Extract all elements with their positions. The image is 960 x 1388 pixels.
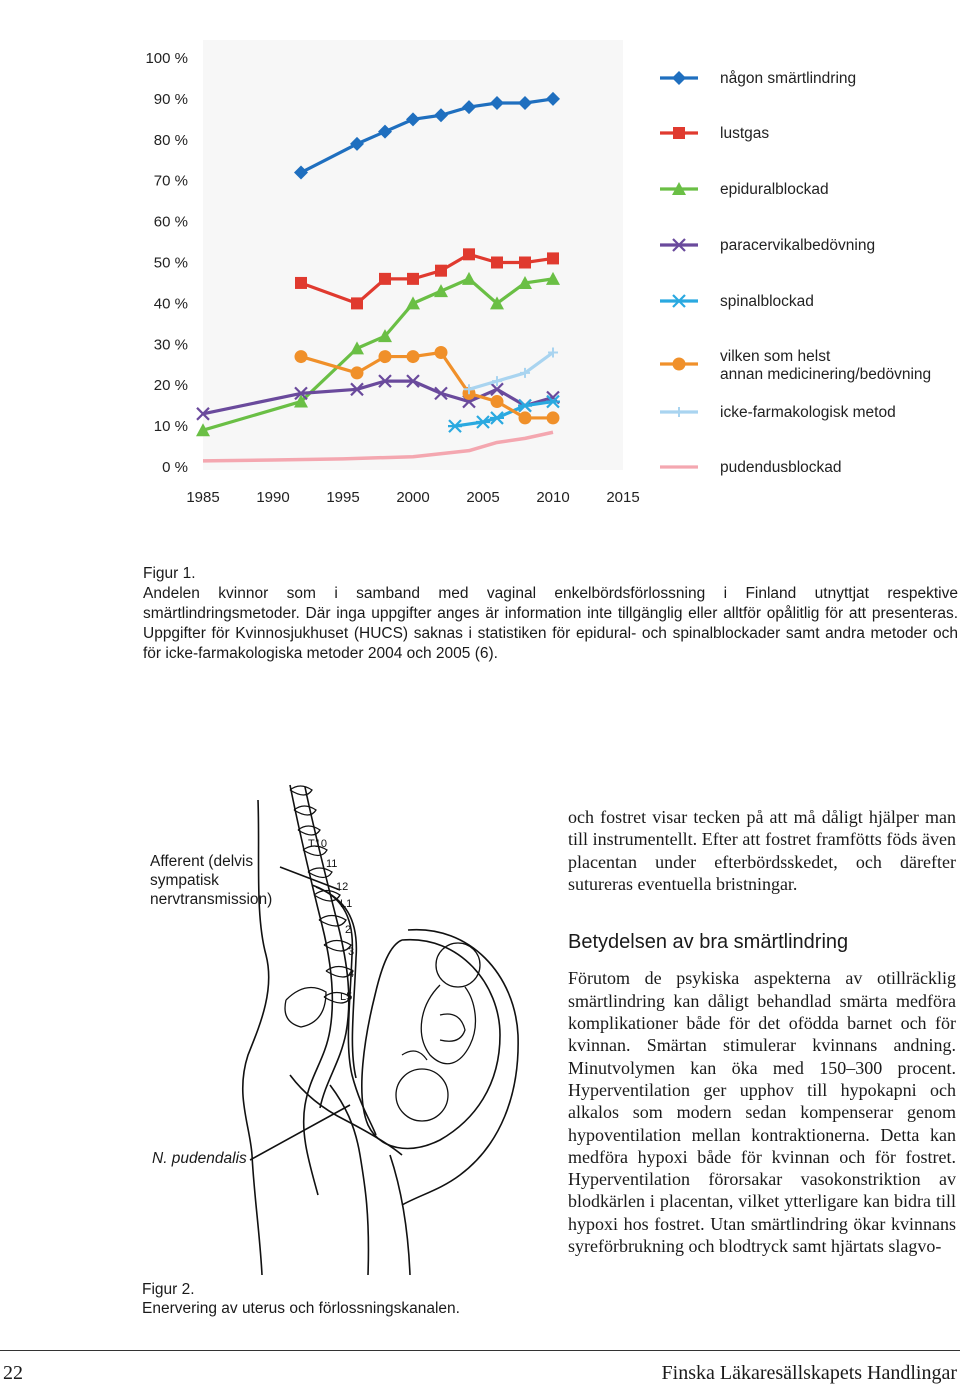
series-6-point (519, 411, 532, 424)
x-tick-label: 2000 (396, 489, 430, 506)
legend-item (660, 237, 875, 254)
anatomy-drawing (140, 775, 560, 1275)
figure2-illustration (140, 775, 560, 1335)
spine-level-label: L1 (340, 898, 353, 910)
footer-rule (0, 1350, 960, 1351)
legend-swatch-marker (672, 71, 686, 85)
figure1-caption-text: Andelen kvinnor som i samband med vaginal enkelbördsförlossning i Finland utnyttjat respektive smärtlindringsmetoder. Där inga uppgifter anges är information inte tillgänglig eller alltför opålitlig för att presenteras. Uppgifter för Kvinnosjukhuset (HUCS) saknas i statistiken för epidural- och spinalblockader samt andra metoder och för icke-farmakologiska metoder 2004 och 2005 (6). (143, 585, 958, 662)
legend-label: paracervikalbedövning (720, 237, 876, 254)
spine-level-label: 12 (336, 881, 349, 893)
series-2-point (351, 297, 363, 309)
legend-label: epiduralblockad (720, 181, 829, 198)
chart-legend (660, 70, 931, 476)
x-tick-label: 1985 (186, 489, 220, 506)
figure1-line-chart (0, 0, 960, 520)
spine-level-label: 11 (326, 858, 338, 870)
legend-swatch-marker (672, 295, 686, 307)
afferent-label: Afferent (delvis sympatisk nervtransmission) (150, 853, 273, 908)
y-tick-label: 80 % (153, 131, 188, 149)
series-6-point (379, 350, 392, 363)
legend-item (660, 404, 896, 421)
x-tick-label: 1990 (256, 489, 290, 506)
y-tick-label: 10 % (153, 418, 188, 436)
figure2-caption-title: Figur 2. (142, 1281, 195, 1298)
legend-item (660, 70, 856, 87)
series-2-point (519, 257, 531, 269)
legend-item (660, 348, 931, 383)
series-6-point (491, 395, 504, 408)
pudendalis-label: N. pudendalis (152, 1150, 247, 1167)
legend-label: spinalblockad (720, 293, 814, 310)
journal-name: Finska Läkaresällskapets Handlingar (661, 1362, 957, 1384)
spine-level-label: T10 (308, 838, 327, 850)
plot-area-background (203, 40, 623, 470)
y-tick-label: 40 % (153, 295, 188, 313)
y-tick-label: 90 % (153, 90, 188, 108)
y-tick-label: 20 % (153, 377, 188, 395)
figure1-caption-title: Figur 1. (143, 565, 196, 582)
x-axis-ticks (186, 489, 639, 506)
legend-item (660, 181, 829, 198)
figure2-caption-text: Enervering av uterus och förlossningskanalen. (142, 1300, 460, 1317)
legend-label: lustgas (720, 125, 770, 142)
series-6-point (547, 411, 560, 424)
section-heading: Betydelsen av bra smärtlindring (568, 931, 849, 954)
pudendalis-pointer (250, 1105, 350, 1160)
pudendal-nerve (290, 1075, 402, 1155)
legend-label: pudendusblockad (720, 459, 842, 476)
fetus (396, 943, 480, 1121)
spine-level-label: 2 (345, 924, 352, 936)
y-tick-label: 100 % (145, 50, 188, 67)
page-footer (0, 1336, 960, 1388)
legend-item (660, 293, 814, 310)
y-tick-label: 0 % (162, 459, 188, 476)
legend-swatch-marker (673, 358, 686, 371)
legend-label: annan medicinering/bedövning (720, 366, 932, 383)
abdomen-contour (402, 930, 518, 1205)
series-2-point (435, 265, 447, 277)
series-2-point (407, 273, 419, 285)
x-tick-label: 2005 (466, 489, 500, 506)
y-tick-label: 70 % (153, 172, 188, 190)
legend-label: icke-farmakologisk metod (720, 404, 896, 421)
legend-swatch-marker (673, 127, 685, 139)
series-6-point (407, 350, 420, 363)
figure2-caption (142, 1280, 460, 1318)
series-6-point (435, 346, 448, 359)
figure1-caption (143, 564, 958, 664)
body-text-column (568, 806, 956, 1257)
y-tick-label: 50 % (153, 254, 188, 272)
legend-label: någon smärtlindring (720, 70, 857, 87)
x-tick-label: 2010 (536, 489, 570, 506)
series-2-point (547, 252, 559, 264)
page-number: 22 (3, 1362, 23, 1384)
y-axis-ticks (145, 50, 188, 476)
legend-label: vilken som helst (720, 348, 831, 365)
y-tick-label: 30 % (153, 336, 188, 354)
x-tick-label: 2015 (606, 489, 640, 506)
series-2-point (491, 257, 503, 269)
series-2-point (463, 248, 475, 260)
series-2-point (295, 277, 307, 289)
series-6-point (351, 366, 364, 379)
spine-level-label: 3 (348, 946, 355, 958)
legend-item (660, 459, 842, 476)
spine-level-label: L5 (340, 991, 353, 1003)
legend-item (660, 125, 769, 142)
body-paragraph-2: Förutom de psykiska aspekterna av otillräcklig smärtlindring kan dåligt behandlad smärta medföra komplikationer både för det ofödda barnet och för kvinnan. Smärtan stimulerar kvinnans andning. Minutvolymen kan öka med 150–300 procent. Hyperventilation ger upphov till hypokapni och alkalos som modern sedan kompenserar genom hypoventilation mellan kontraktionerna. Detta kan medföra hypoxi både för kvinnan och för fostret. Hyperventilation förorsakar vasokonstriktion av blodkärlen i placentan, vilket ytterligare kan bidra till hypoxi hos fostret. Utan smärtlindring ökar kvinnans syreförbrukning och blodtryck samt hjärtats slagvo- (568, 968, 956, 1257)
series-6-point (295, 350, 308, 363)
legend-swatch-marker (674, 407, 684, 417)
y-tick-label: 60 % (153, 213, 188, 231)
series-2-point (379, 273, 391, 285)
x-tick-label: 1995 (326, 489, 360, 506)
spine-level-label: 4 (348, 968, 355, 980)
body-paragraph-1: och fostret visar tecken på att må dåligt hjälper man till instrumentellt. Efter att fostret framfötts föds även placentan under efterbördsskedet, och därefter sutureras eventuella bristningar. (568, 807, 956, 894)
